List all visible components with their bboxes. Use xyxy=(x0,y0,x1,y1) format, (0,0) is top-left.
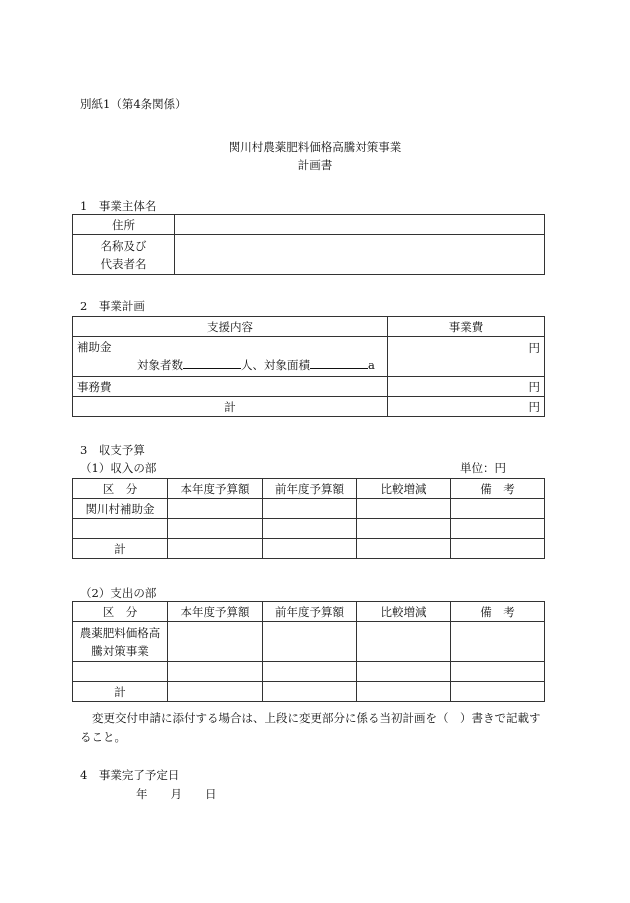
subsidy-cell xyxy=(73,337,388,377)
table-cell[interactable] xyxy=(168,682,263,702)
plan-table xyxy=(72,316,545,417)
expense-col-diff: 比較増減 xyxy=(357,602,451,622)
table-cell[interactable] xyxy=(357,622,451,662)
table-cell[interactable] xyxy=(451,682,545,702)
expense-table xyxy=(72,601,545,702)
income-table xyxy=(72,478,545,559)
income-row-subsidy: 関川村補助金 xyxy=(73,499,168,519)
subsidy-target-line: 対象者数 人、対象面積 a xyxy=(137,358,375,372)
subsidy-cost-cell[interactable]: 円 xyxy=(388,337,545,377)
expense-total-label: 計 xyxy=(73,682,168,702)
table-cell[interactable] xyxy=(451,622,545,662)
table-cell[interactable] xyxy=(357,519,451,539)
attachment-reference: 別紙1（第4条関係） xyxy=(80,97,187,111)
section1-heading: 1 事業主体名 xyxy=(80,199,157,213)
income-col-category: 区 分 xyxy=(73,479,168,499)
table-cell[interactable] xyxy=(451,662,545,682)
expense-col-remarks: 備 考 xyxy=(451,602,545,622)
table-cell[interactable] xyxy=(73,519,168,539)
income-total-label: 計 xyxy=(73,539,168,559)
income-heading: （1）収入の部 xyxy=(80,461,157,475)
table-cell[interactable] xyxy=(451,519,545,539)
table-cell[interactable] xyxy=(263,499,357,519)
expense-col-previous: 前年度予算額 xyxy=(263,602,357,622)
name-rep-field[interactable] xyxy=(175,235,545,275)
expense-heading: （2）支出の部 xyxy=(80,586,157,600)
expense-row-project: 農薬肥料価格高 騰対策事業 xyxy=(73,622,168,662)
expense-col-current: 本年度予算額 xyxy=(168,602,263,622)
table-cell[interactable] xyxy=(357,499,451,519)
table-cell[interactable] xyxy=(451,539,545,559)
target-count-blank[interactable] xyxy=(183,358,241,369)
table-cell[interactable] xyxy=(357,539,451,559)
note-line-2: ること。 xyxy=(80,730,126,744)
table-cell[interactable] xyxy=(357,662,451,682)
office-cost-label: 事務費 xyxy=(73,377,388,397)
table-cell[interactable] xyxy=(263,622,357,662)
table-cell[interactable] xyxy=(168,539,263,559)
income-col-current: 本年度予算額 xyxy=(168,479,263,499)
entity-table xyxy=(72,214,545,275)
income-col-remarks: 備 考 xyxy=(451,479,545,499)
office-cost-cell[interactable]: 円 xyxy=(388,377,545,397)
table-cell[interactable] xyxy=(263,519,357,539)
target-area-blank[interactable] xyxy=(310,358,368,369)
table-cell[interactable] xyxy=(168,662,263,682)
address-label: 住所 xyxy=(73,215,175,235)
table-cell[interactable] xyxy=(73,662,168,682)
plan-total-cell[interactable]: 円 xyxy=(388,397,545,417)
unit-label: 単位：円 xyxy=(460,461,506,475)
support-content-header: 支援内容 xyxy=(73,317,388,337)
table-cell[interactable] xyxy=(263,539,357,559)
document-subtitle: 計画書 xyxy=(297,158,333,172)
name-rep-label: 名称及び 代表者名 xyxy=(73,235,175,275)
table-cell[interactable] xyxy=(168,499,263,519)
section4-heading: 4 事業完了予定日 xyxy=(80,768,180,782)
document-title: 関川村農薬肥料価格高騰対策事業 xyxy=(228,140,402,154)
table-cell[interactable] xyxy=(168,519,263,539)
subsidy-label: 補助金 xyxy=(77,340,112,354)
section2-heading: 2 事業計画 xyxy=(80,299,145,313)
plan-total-label: 計 xyxy=(73,397,388,417)
table-cell[interactable] xyxy=(263,662,357,682)
table-cell[interactable] xyxy=(357,682,451,702)
income-col-diff: 比較増減 xyxy=(357,479,451,499)
table-cell[interactable] xyxy=(451,499,545,519)
section3-heading: 3 収支予算 xyxy=(80,443,145,457)
completion-date[interactable]: 年 月 日 xyxy=(136,787,217,801)
address-field[interactable] xyxy=(175,215,545,235)
income-col-previous: 前年度予算額 xyxy=(263,479,357,499)
table-cell[interactable] xyxy=(263,682,357,702)
project-cost-header: 事業費 xyxy=(388,317,545,337)
note-line-1: 変更交付申請に添付する場合は、上段に変更部分に係る当初計画を（ ）書きで記載す xyxy=(92,711,541,725)
table-cell[interactable] xyxy=(168,622,263,662)
expense-col-category: 区 分 xyxy=(73,602,168,622)
